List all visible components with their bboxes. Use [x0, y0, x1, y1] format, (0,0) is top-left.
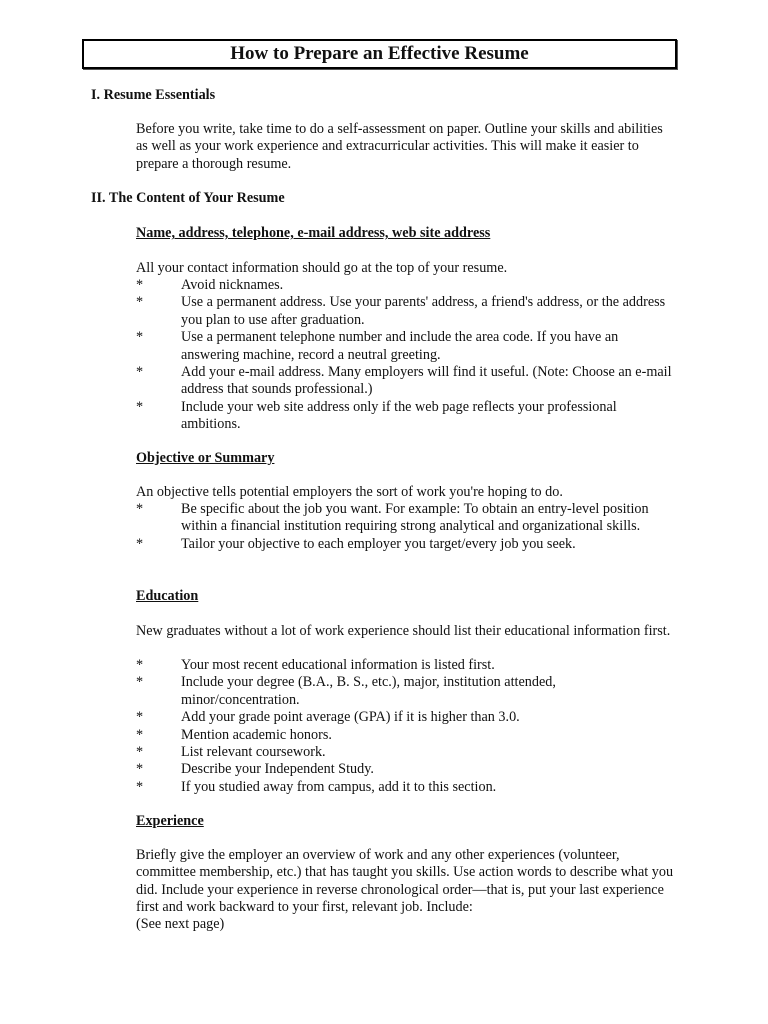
education-bullet-list [136, 657, 676, 796]
resume-essentials-paragraph: Before you write, take time to do a self-assessment on paper. Outline your skills and abilities as well as your work experience and extracurricular activities. This will make it easier to prepare a thorough resume. [136, 121, 663, 172]
objective-bullet-list [136, 501, 676, 553]
list-item: * Describe your Independent Study. [136, 761, 374, 778]
list-item: * Your most recent educational information is listed first. [136, 657, 495, 673]
list-item: * If you studied away from campus, add it to this section. [136, 778, 497, 795]
list-item: * Use a permanent address. Use your parents' address, a friend's address, or the address you plan to use after graduation. [136, 294, 666, 328]
bullet-marker: * [136, 761, 144, 778]
document-title: How to Prepare an Effective Resume [82, 39, 677, 69]
subheading-contact-info: Name, address, telephone, e-mail address, web site address [136, 225, 491, 241]
bullet-marker: * [136, 501, 144, 517]
bullet-marker: * [136, 277, 144, 293]
bullet-marker: * [136, 726, 144, 743]
list-item: * Add your grade point average (GPA) if it is higher than 3.0. [136, 709, 520, 726]
bullet-marker: * [136, 398, 144, 415]
list-item: * Include your degree (B.A., B. S., etc.), major, institution attended, minor/concentration. [136, 674, 556, 708]
list-item: * Include your web site address only if the web page reflects your professional ambitions. [136, 398, 617, 433]
subheading-objective: Objective or Summary [136, 450, 275, 466]
list-item: * Add your e-mail address. Many employers will find it useful. (Note: Choose an e-mail address that sounds professional.) [136, 364, 672, 398]
list-item: * Tailor your objective to each employer you target/every job you seek. [136, 535, 576, 552]
bullet-marker: * [136, 657, 144, 673]
bullet-marker: * [136, 778, 144, 795]
bullet-marker: * [136, 535, 144, 552]
section-heading-resume-content: II. The Content of Your Resume [91, 190, 285, 206]
bullet-marker: * [136, 294, 144, 311]
experience-paragraph: Briefly give the employer an overview of work and any other experiences (volunteer, committee membership, etc.) that has taught you skills. Use action words to describe what you did. Include your experience in reverse chronological order—that is, put your last experience first and work backward to your first, relevant job. Include: [136, 847, 674, 916]
subheading-education: Education [136, 588, 199, 604]
list-item: * Be specific about the job you want. For example: To obtain an entry-level position within a financial institution requiring strong analytical and organizational skills. [136, 501, 649, 535]
list-item: * Mention academic honors. [136, 726, 332, 743]
bullet-marker: * [136, 709, 144, 726]
list-item: * List relevant coursework. [136, 744, 326, 761]
list-item: * Avoid nicknames. [136, 277, 284, 293]
bullet-marker: * [136, 364, 144, 381]
list-item: * Use a permanent telephone number and include the area code. If you have an answering machine, record a neutral greeting. [136, 329, 619, 363]
bullet-marker: * [136, 744, 144, 761]
bullet-marker: * [136, 329, 144, 346]
education-intro: New graduates without a lot of work experience should list their educational information first. [136, 623, 671, 639]
bullet-marker: * [136, 674, 144, 691]
subheading-experience: Experience [136, 813, 204, 829]
contact-bullet-list [136, 277, 676, 434]
objective-intro: An objective tells potential employers the sort of work you're hoping to do. [136, 484, 563, 500]
contact-intro: All your contact information should go at the top of your resume. [136, 260, 508, 276]
section-heading-resume-essentials: I. Resume Essentials [91, 87, 216, 103]
see-next-page-note: (See next page) [136, 916, 225, 932]
